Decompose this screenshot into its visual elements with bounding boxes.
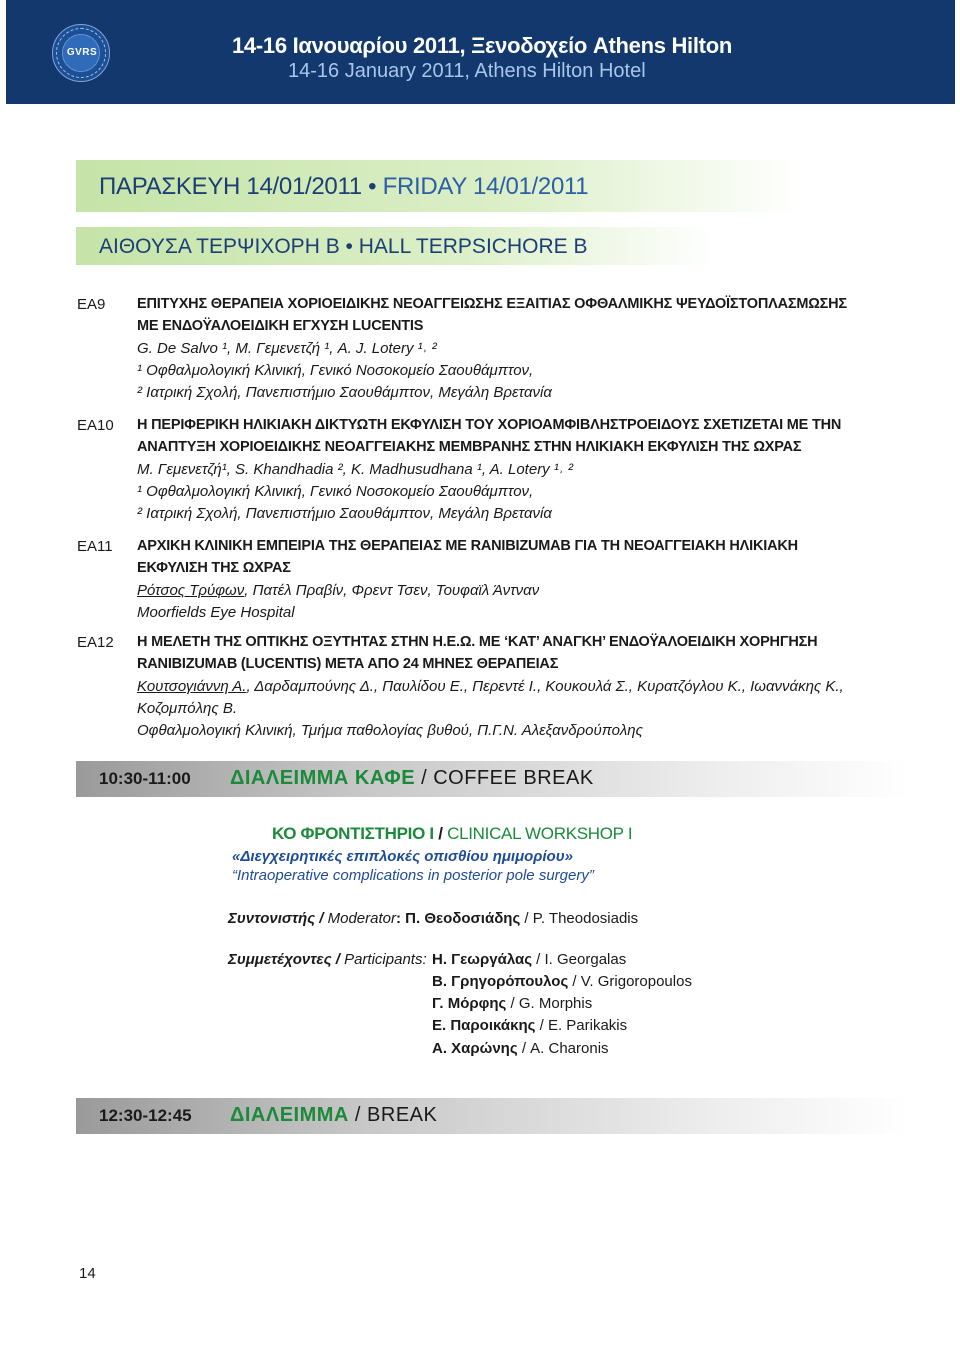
entry-authors: G. De Salvo ¹, Μ. Γεμενετζή ¹, A. J. Lotery ¹˒ ² — [137, 340, 437, 357]
moderator-name-english: P. Theodosiadis — [532, 910, 639, 927]
participants-label-english: Participants: — [344, 951, 427, 968]
workshop-topic-english: “Intraoperative complications in posterior pole surgery” — [232, 867, 594, 884]
entry-code: ΕΑ11 — [77, 538, 113, 555]
header-date-greek: 14-16 Ιανουαρίου 2011, Ξενοδοχείο Athens Hilton — [232, 33, 732, 58]
entry-title-line: ΜΕ ΕΝΔΟΫΑΛΟΕΙΔΙΚΗ ΕΓΧΥΣΗ LUCENTIS — [137, 318, 424, 334]
header-date-english: 14-16 January 2011, Athens Hilton Hotel — [288, 60, 646, 82]
coffee-break-title — [230, 767, 594, 790]
participants-label-greek: Συμμετέχοντες — [228, 951, 332, 968]
participant-english: E. Parikakis — [547, 1017, 628, 1034]
day-bullet: • — [368, 173, 377, 200]
break-band — [76, 1098, 910, 1134]
co-authors: , Δαρδαμπούνης Δ., Παυλίδου Ε., Περεντέ Ι., Κουκουλά Σ., Κυρατζόγλου Κ., Ιωαννάκης Κ., — [246, 678, 844, 695]
participant-sep: / — [568, 973, 581, 990]
workshop-topic-greek: «Διεγχειρητικές επιπλοκές οπισθίου ημιμορίου» — [232, 848, 573, 865]
participant-sep: / — [506, 995, 519, 1012]
participant-english: A. Charonis — [530, 1040, 609, 1057]
day-english: FRIDAY 14/01/2011 — [382, 173, 589, 200]
participant-english: G. Morphis — [518, 995, 593, 1012]
break-sep: / — [348, 1104, 368, 1126]
participant — [432, 1040, 609, 1057]
participant-greek: Β. Γρηγορόπουλος — [432, 973, 569, 990]
coffee-break-time: 10:30-11:00 — [99, 769, 191, 788]
day-greek: ΠΑΡΑΣΚΕΥΗ 14/01/2011 — [99, 173, 362, 200]
workshop-title-sep: / — [433, 824, 448, 843]
logo-text: GVRS — [66, 47, 98, 58]
entry-title-line: ΕΚΦΥΛΙΣΗ ΤΗΣ ΩΧΡΑΣ — [137, 560, 291, 576]
entry-code: ΕΑ10 — [77, 417, 114, 434]
gvrs-logo — [52, 24, 110, 82]
moderator-line — [228, 910, 638, 927]
moderator-label-sep: / — [315, 910, 328, 927]
coffee-break-english: COFFEE BREAK — [433, 767, 594, 789]
entry-title-line: RANIBIZUMAB (LUCENTIS) ΜΕΤΑ ΑΠΟ 24 ΜΗΝΕΣ ΘΕΡΑΠΕΙΑΣ — [137, 656, 559, 672]
participant-english: I. Georgalas — [544, 951, 627, 968]
entry-affiliation: Οφθαλμολογική Κλινική, Τμήμα παθολογίας βυθού, Π.Γ.Ν. Αλεξανδρούπολης — [137, 722, 643, 739]
entry-authors — [137, 582, 539, 599]
entry-affiliation: Moorfields Eye Hospital — [137, 604, 295, 621]
hall-heading: ΑΙΘΟΥΣΑ ΤΕΡΨΙΧΟΡΗ Β • HALL TERPSICHORE B — [99, 235, 588, 258]
moderator-name-greek: Π. Θεοδοσιάδης — [405, 910, 521, 927]
participant-greek: Ε. Παροικάκης — [432, 1017, 536, 1034]
entry-authors: Μ. Γεμενετζή¹, S. Khandhadia ², K. Madhusudhana ¹, A. Lotery ¹˒ ² — [137, 461, 574, 478]
break-greek: ΔΙΑΛΕΙΜΜΑ — [230, 1104, 349, 1126]
break-title — [230, 1104, 437, 1127]
participants-label-sep: / — [331, 951, 345, 968]
entry-title-line: Η ΠΕΡΙΦΕΡΙΚΗ ΗΛΙΚΙΑΚΗ ΔΙΚΤΥΩΤΗ ΕΚΦΥΛΙΣΗ ΤΟΥ ΧΟΡΙΟΑΜΦΙΒΛΗΣΤΡΟΕΙΔΟΥΣ ΣΧΕΤΙΖΕΤΑΙ ΜΕ ΤΗΝ — [137, 417, 842, 433]
header-band — [6, 0, 955, 104]
participant — [432, 1017, 627, 1034]
workshop-title-greek: ΚΟ ΦΡΟΝΤΙΣΤΗΡΙΟ Ι — [272, 824, 434, 843]
entry-title-line: ΑΝΑΠΤΥΞΗ ΧΟΡΙΟΕΙΔΙΚΗΣ ΝΕΟΑΓΓΕΙΑΚΗΣ ΜΕΜΒΡΑΝΗΣ ΣΤΗΝ ΗΛΙΚΙΑΚΗ ΕΚΦΥΛΙΣΗ ΤΗΣ ΩΧΡΑΣ — [137, 439, 802, 455]
entry-title-line: Η ΜΕΛΕΤΗ ΤΗΣ ΟΠΤΙΚΗΣ ΟΞΥΤΗΤΑΣ ΣΤΗΝ Η.Ε.Ω. ΜΕ ‘ΚΑΤ’ ΑΝΑΓΚΗ’ ΕΝΔΟΫΑΛΟΕΙΔΙΚΗ ΧΟΡΗΓΗΣΗ — [137, 634, 818, 650]
presenting-author: Ρότσος Τρύφων — [137, 582, 245, 599]
participants-line — [228, 951, 427, 968]
entry-affiliation: ² Ιατρική Σχολή, Πανεπιστήμιο Σαουθάμπτον, Μεγάλη Βρετανία — [137, 384, 552, 401]
workshop-title-english: CLINICAL WORKSHOP I — [447, 824, 633, 843]
break-time: 12:30-12:45 — [99, 1106, 192, 1125]
entry-affiliation: ¹ Οφθαλμολογική Κλινική, Γενικό Νοσοκομείο Σαουθάμπτον, — [137, 483, 534, 500]
coffee-break-greek: ΔΙΑΛΕΙΜΜΑ ΚΑΦΕ — [230, 767, 416, 789]
moderator-colon: : — [396, 910, 406, 927]
entry-authors-cont: Κοζομπόλης Β. — [137, 700, 237, 717]
moderator-sep: / — [520, 910, 533, 927]
entry-code: ΕΑ12 — [77, 634, 114, 651]
participant-greek: Η. Γεωργάλας — [432, 951, 532, 968]
workshop-title — [272, 824, 632, 844]
participant-sep: / — [517, 1040, 531, 1057]
entry-title-line: ΕΠΙΤΥΧΗΣ ΘΕΡΑΠΕΙΑ ΧΟΡΙΟΕΙΔΙΚΗΣ ΝΕΟΑΓΓΕΙΩΣΗΣ ΕΞΑΙΤΙΑΣ ΟΦΘΑΛΜΙΚΗΣ ΨΕΥΔΟΪΣΤΟΠΛΑΣΜΩΣΗΣ — [137, 296, 847, 312]
break-english: BREAK — [367, 1104, 438, 1126]
presenting-author: Κουτσογιάννη Α. — [137, 678, 247, 695]
entry-title-line: ΑΡΧΙΚΗ ΚΛΙΝΙΚΗ ΕΜΠΕΙΡΙΑ ΤΗΣ ΘΕΡΑΠΕΙΑΣ ΜΕ RANIBIZUMAB ΓΙΑ ΤΗ ΝΕΟΑΓΓΕΙΑΚΗ ΗΛΙΚΙΑΚΗ — [137, 538, 798, 554]
moderator-label-english: Moderator — [327, 910, 396, 927]
coffee-break-sep: / — [415, 767, 434, 789]
page-number: 14 — [79, 1265, 96, 1282]
day-heading — [99, 173, 588, 201]
participant — [432, 973, 692, 990]
participant — [432, 951, 626, 968]
participant-greek: Α. Χαρώνης — [432, 1040, 518, 1057]
participant-sep: / — [535, 1017, 548, 1034]
participant — [432, 995, 592, 1012]
co-authors: , Πατέλ Πραβίν, Φρεντ Τσεν, Τουφαϊλ Άντναν — [244, 582, 540, 599]
moderator-label-greek: Συντονιστής — [228, 910, 316, 927]
participant-english: V. Grigoropoulos — [580, 973, 692, 990]
participant-greek: Γ. Μόρφης — [432, 995, 507, 1012]
entry-affiliation: ² Ιατρική Σχολή, Πανεπιστήμιο Σαουθάμπτον, Μεγάλη Βρετανία — [137, 505, 552, 522]
entry-affiliation: ¹ Οφθαλμολογική Κλινική, Γενικό Νοσοκομείο Σαουθάμπτον, — [137, 362, 534, 379]
entry-authors — [137, 678, 844, 695]
participant-sep: / — [532, 951, 545, 968]
entry-code: ΕΑ9 — [77, 296, 106, 313]
